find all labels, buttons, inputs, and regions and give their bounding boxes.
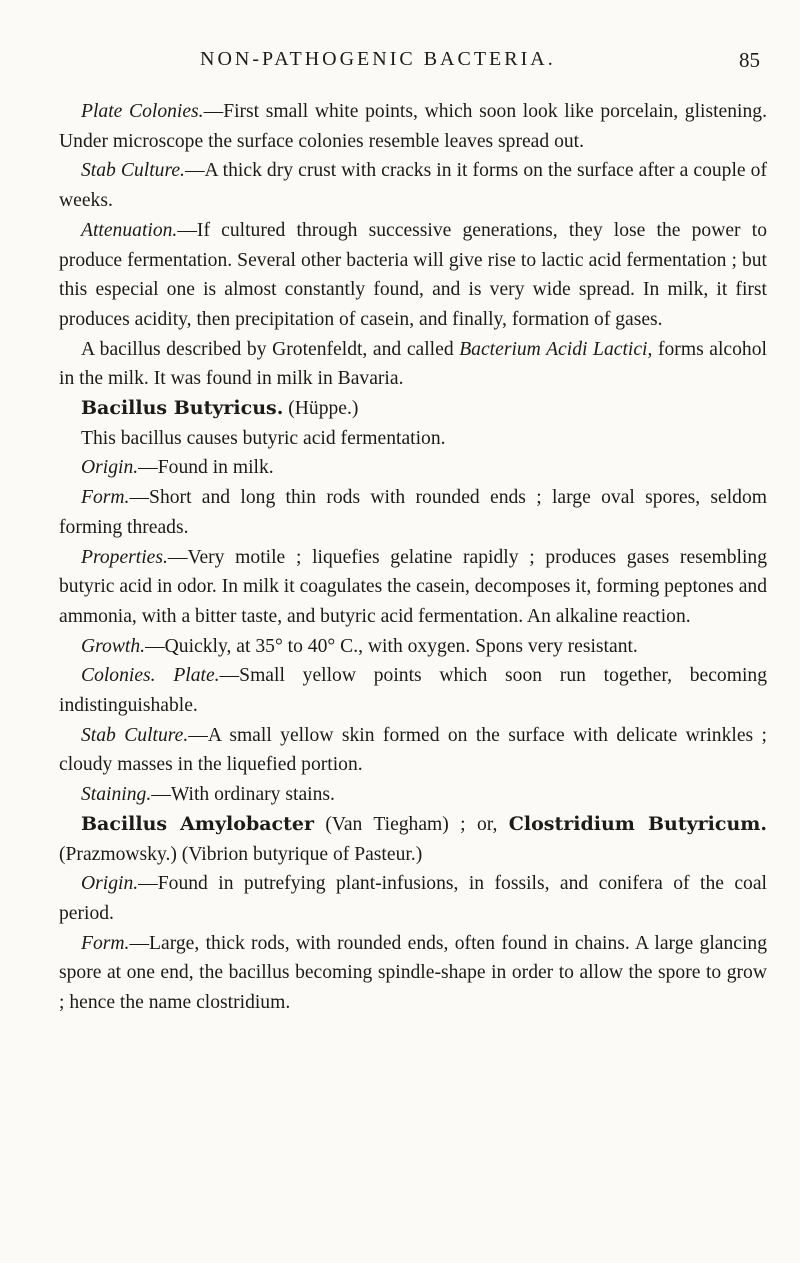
paragraph	[59, 156, 767, 215]
italic-heading: Plate Colonies.	[81, 101, 204, 122]
paragraph	[59, 483, 767, 542]
italic-heading: Colonies. Plate.	[81, 665, 220, 687]
paragraph-text: —Found in putrefying plant-infusions, in fossils, and conifera of the coal period.	[59, 873, 767, 924]
paragraph	[59, 216, 767, 335]
paragraph-text: (Prazmowsky.) (Vibrion butyrique of Pasteur.)	[59, 843, 423, 865]
paragraph	[59, 632, 767, 662]
italic-heading: Origin.	[81, 873, 139, 895]
paragraph	[59, 661, 767, 720]
italic-heading: Stab Culture.	[81, 160, 185, 182]
bold-heading: Bacillus Amylobacter	[81, 812, 314, 835]
paragraph	[59, 721, 767, 780]
paragraph	[59, 453, 767, 483]
italic-heading: Growth.	[81, 635, 146, 657]
italic-heading: Form.	[81, 487, 130, 509]
paragraph	[59, 543, 767, 632]
paragraph-text: This bacillus causes butyric acid fermentation.	[81, 427, 446, 449]
paragraph-text: —Found in milk.	[138, 457, 274, 479]
bold-heading: Clostridium Butyricum.	[508, 812, 767, 835]
paragraph	[59, 780, 767, 810]
running-head: NON-PATHOGENIC BACTERIA.	[200, 48, 556, 70]
paragraph-text: (Hüppe.)	[283, 398, 359, 420]
italic-heading: Staining.	[81, 784, 152, 806]
paragraph-text: —If cultured through successive generations, they lose the power to produce fermentation. Several other bacteria will give rise to lactic acid fermentation ; but this especial one is almost constantly found, and is very wide spread. In milk, it first produces acidity, then precipitation of casein, and finally, formation of gases.	[59, 219, 767, 330]
paragraph	[59, 97, 767, 156]
paragraph-text: —A small yellow skin formed on the surface with delicate wrinkles ; cloudy masses in the liquefied portion.	[59, 724, 767, 776]
paragraph-text: —Small yellow points which soon run together, becoming indistinguishable.	[59, 665, 767, 717]
paragraph	[59, 869, 767, 928]
page-number: 85	[739, 48, 760, 72]
paragraph-text: A bacillus described by Grotenfeldt, and called	[81, 338, 460, 360]
bold-heading: Bacillus Butyricus.	[81, 397, 284, 420]
italic-heading: Form.	[81, 932, 130, 954]
paragraph-text: —Short and long thin rods with rounded ends ; large oval spores, seldom forming threads.	[59, 487, 767, 538]
italic-heading: Origin.	[81, 457, 139, 479]
paragraph-text: —Large, thick rods, with rounded ends, often found in chains. A large glancing spore at one end, the bacillus becoming spindle-shape in order to allow the spore to grow ; hence the name clostridium.	[59, 932, 767, 1014]
paragraph-text: , forms alcohol in the milk. It was found in milk in Bavaria.	[59, 338, 767, 390]
paragraph-text: —A thick dry crust with cracks in it forms on the surface after a couple of weeks.	[59, 160, 767, 212]
italic-heading: Attenuation.	[81, 219, 178, 241]
paragraph-text: —With ordinary stains.	[151, 784, 335, 806]
italic-heading: Stab Culture.	[81, 724, 189, 746]
paragraph-text: —Very motile ; liquefies gelatine rapidly ; produces gases resembling butyric acid in odor. In milk it coagulates the casein, decomposes it, forming peptones and ammonia, with a bitter taste, and butyric acid fermentation. An alkaline reaction.	[59, 546, 767, 627]
paragraph-text: (Van Tiegham) ; or,	[314, 813, 509, 835]
paragraph	[59, 394, 767, 424]
body-text	[59, 97, 767, 1018]
paragraph	[59, 929, 767, 1018]
paragraph-text: —Quickly, at 35° to 40° C., with oxygen. Spons very resistant.	[145, 635, 638, 657]
paragraph-text: —First small white points, which soon look like porcelain, glistening. Under microscope the surface colonies resemble leaves spread out.	[59, 101, 767, 152]
italic-heading: Bacterium Acidi Lactici	[459, 338, 648, 360]
paragraph	[59, 810, 767, 869]
paragraph	[59, 335, 767, 394]
paragraph	[59, 424, 767, 454]
italic-heading: Properties.	[81, 546, 168, 568]
page-header	[200, 48, 760, 80]
